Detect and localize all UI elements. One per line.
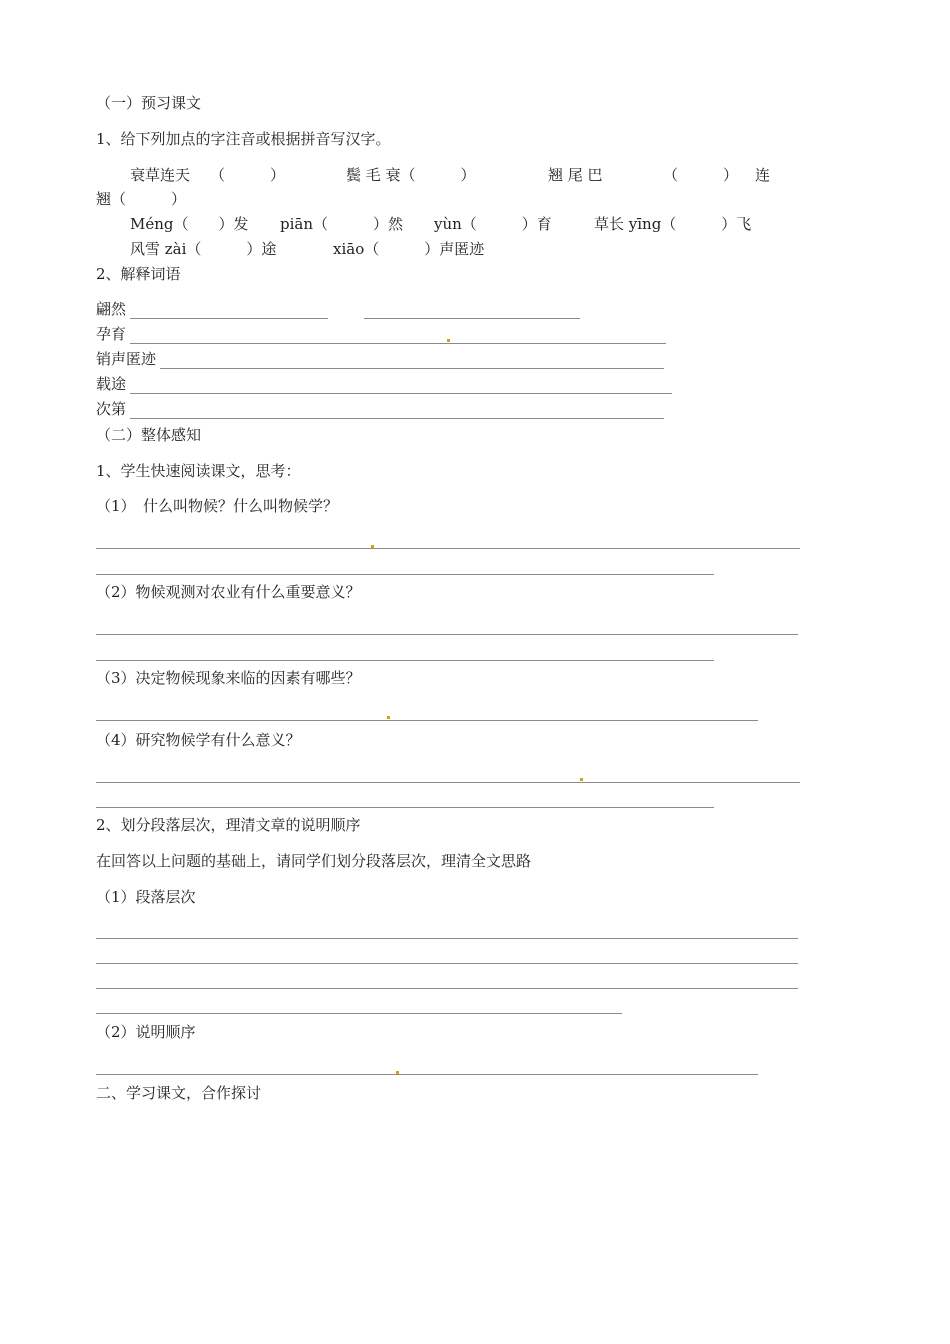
term-cidi: 次第 <box>96 400 127 418</box>
phrase-lianqiao: 连 <box>755 166 771 184</box>
answer-line[interactable] <box>130 418 664 419</box>
answer-blank[interactable]: （ ） <box>210 166 286 184</box>
answer-line[interactable] <box>96 548 800 549</box>
term-zaitu: 载途 <box>96 375 127 393</box>
sub-question-explanation-order: （2）说明顺序 <box>96 1023 196 1041</box>
phrase-xiaoshengniji[interactable]: xiāo（ ）声匿迹 <box>333 240 485 258</box>
overview-question-2-intro: 在回答以上问题的基础上，请同学们划分段落层次，理清全文思路 <box>96 852 532 870</box>
overview-question-2-title: 2、划分段落层次，理清文章的说明顺序 <box>96 816 361 834</box>
answer-line[interactable] <box>96 938 798 939</box>
answer-line[interactable] <box>96 963 798 964</box>
sub-question-2: （2）物候观测对农业有什么重要意义？ <box>96 583 361 601</box>
marker-dot <box>387 716 390 719</box>
phrase-shuaicao: 衰草连天 <box>130 166 191 184</box>
phrase-fengxuezaitu[interactable]: 风雪 zài（ ）途 <box>130 240 277 258</box>
phrase-caozhangyingfei[interactable]: 草长 yīng（ ）飞 <box>594 215 752 233</box>
answer-line[interactable] <box>96 634 798 635</box>
question-2-title: 2、解释词语 <box>96 265 181 283</box>
sub-question-paragraph-levels: （1）段落层次 <box>96 888 196 906</box>
phrase-binmao[interactable]: 鬓 毛 衰（ ） <box>346 166 476 184</box>
answer-line[interactable] <box>96 1074 758 1075</box>
answer-line[interactable] <box>130 318 328 319</box>
answer-line[interactable] <box>96 660 714 661</box>
sub-question-3: （3）决定物候现象来临的因素有哪些？ <box>96 669 361 687</box>
answer-line[interactable] <box>96 988 798 989</box>
sub-question-1: （1） 什么叫物候？什么叫物候学？ <box>96 497 339 515</box>
answer-line[interactable] <box>160 368 664 369</box>
phrase-mengfa[interactable]: Méng（ ）发 <box>130 215 249 233</box>
phrase-pianran[interactable]: piān（ ）然 <box>280 215 404 233</box>
term-yunyu: 孕育 <box>96 325 127 343</box>
section-heading-preview: （一）预习课文 <box>96 94 202 112</box>
term-pianran: 翩然 <box>96 300 127 318</box>
answer-line[interactable] <box>96 807 714 808</box>
marker-dot <box>447 339 450 342</box>
sub-question-4: （4）研究物候学有什么意义？ <box>96 731 301 749</box>
answer-blank[interactable]: （ ） <box>663 166 739 184</box>
marker-dot <box>371 545 374 548</box>
answer-line[interactable] <box>96 720 758 721</box>
answer-line[interactable] <box>96 1013 622 1014</box>
phrase-lianqiao-wrap[interactable]: 翘（ ） <box>96 190 187 208</box>
section-heading-overview: （二）整体感知 <box>96 426 202 444</box>
overview-question-1-title: 1、学生快速阅读课文，思考： <box>96 462 301 480</box>
phrase-qiaoweiba: 翘 尾 巴 <box>548 166 603 184</box>
phrase-yunyu[interactable]: yùn（ ）育 <box>434 215 552 233</box>
answer-line[interactable] <box>130 393 672 394</box>
answer-line[interactable] <box>364 318 580 319</box>
answer-line[interactable] <box>130 343 666 344</box>
marker-dot <box>580 778 583 781</box>
marker-dot <box>396 1071 399 1074</box>
section-heading-study: 二、学习课文，合作探讨 <box>96 1084 262 1102</box>
question-1-title: 1、给下列加点的字注音或根据拼音写汉字。 <box>96 130 391 148</box>
answer-line[interactable] <box>96 782 800 783</box>
term-xiaoshengniji: 销声匿迹 <box>96 350 157 368</box>
answer-line[interactable] <box>96 574 714 575</box>
